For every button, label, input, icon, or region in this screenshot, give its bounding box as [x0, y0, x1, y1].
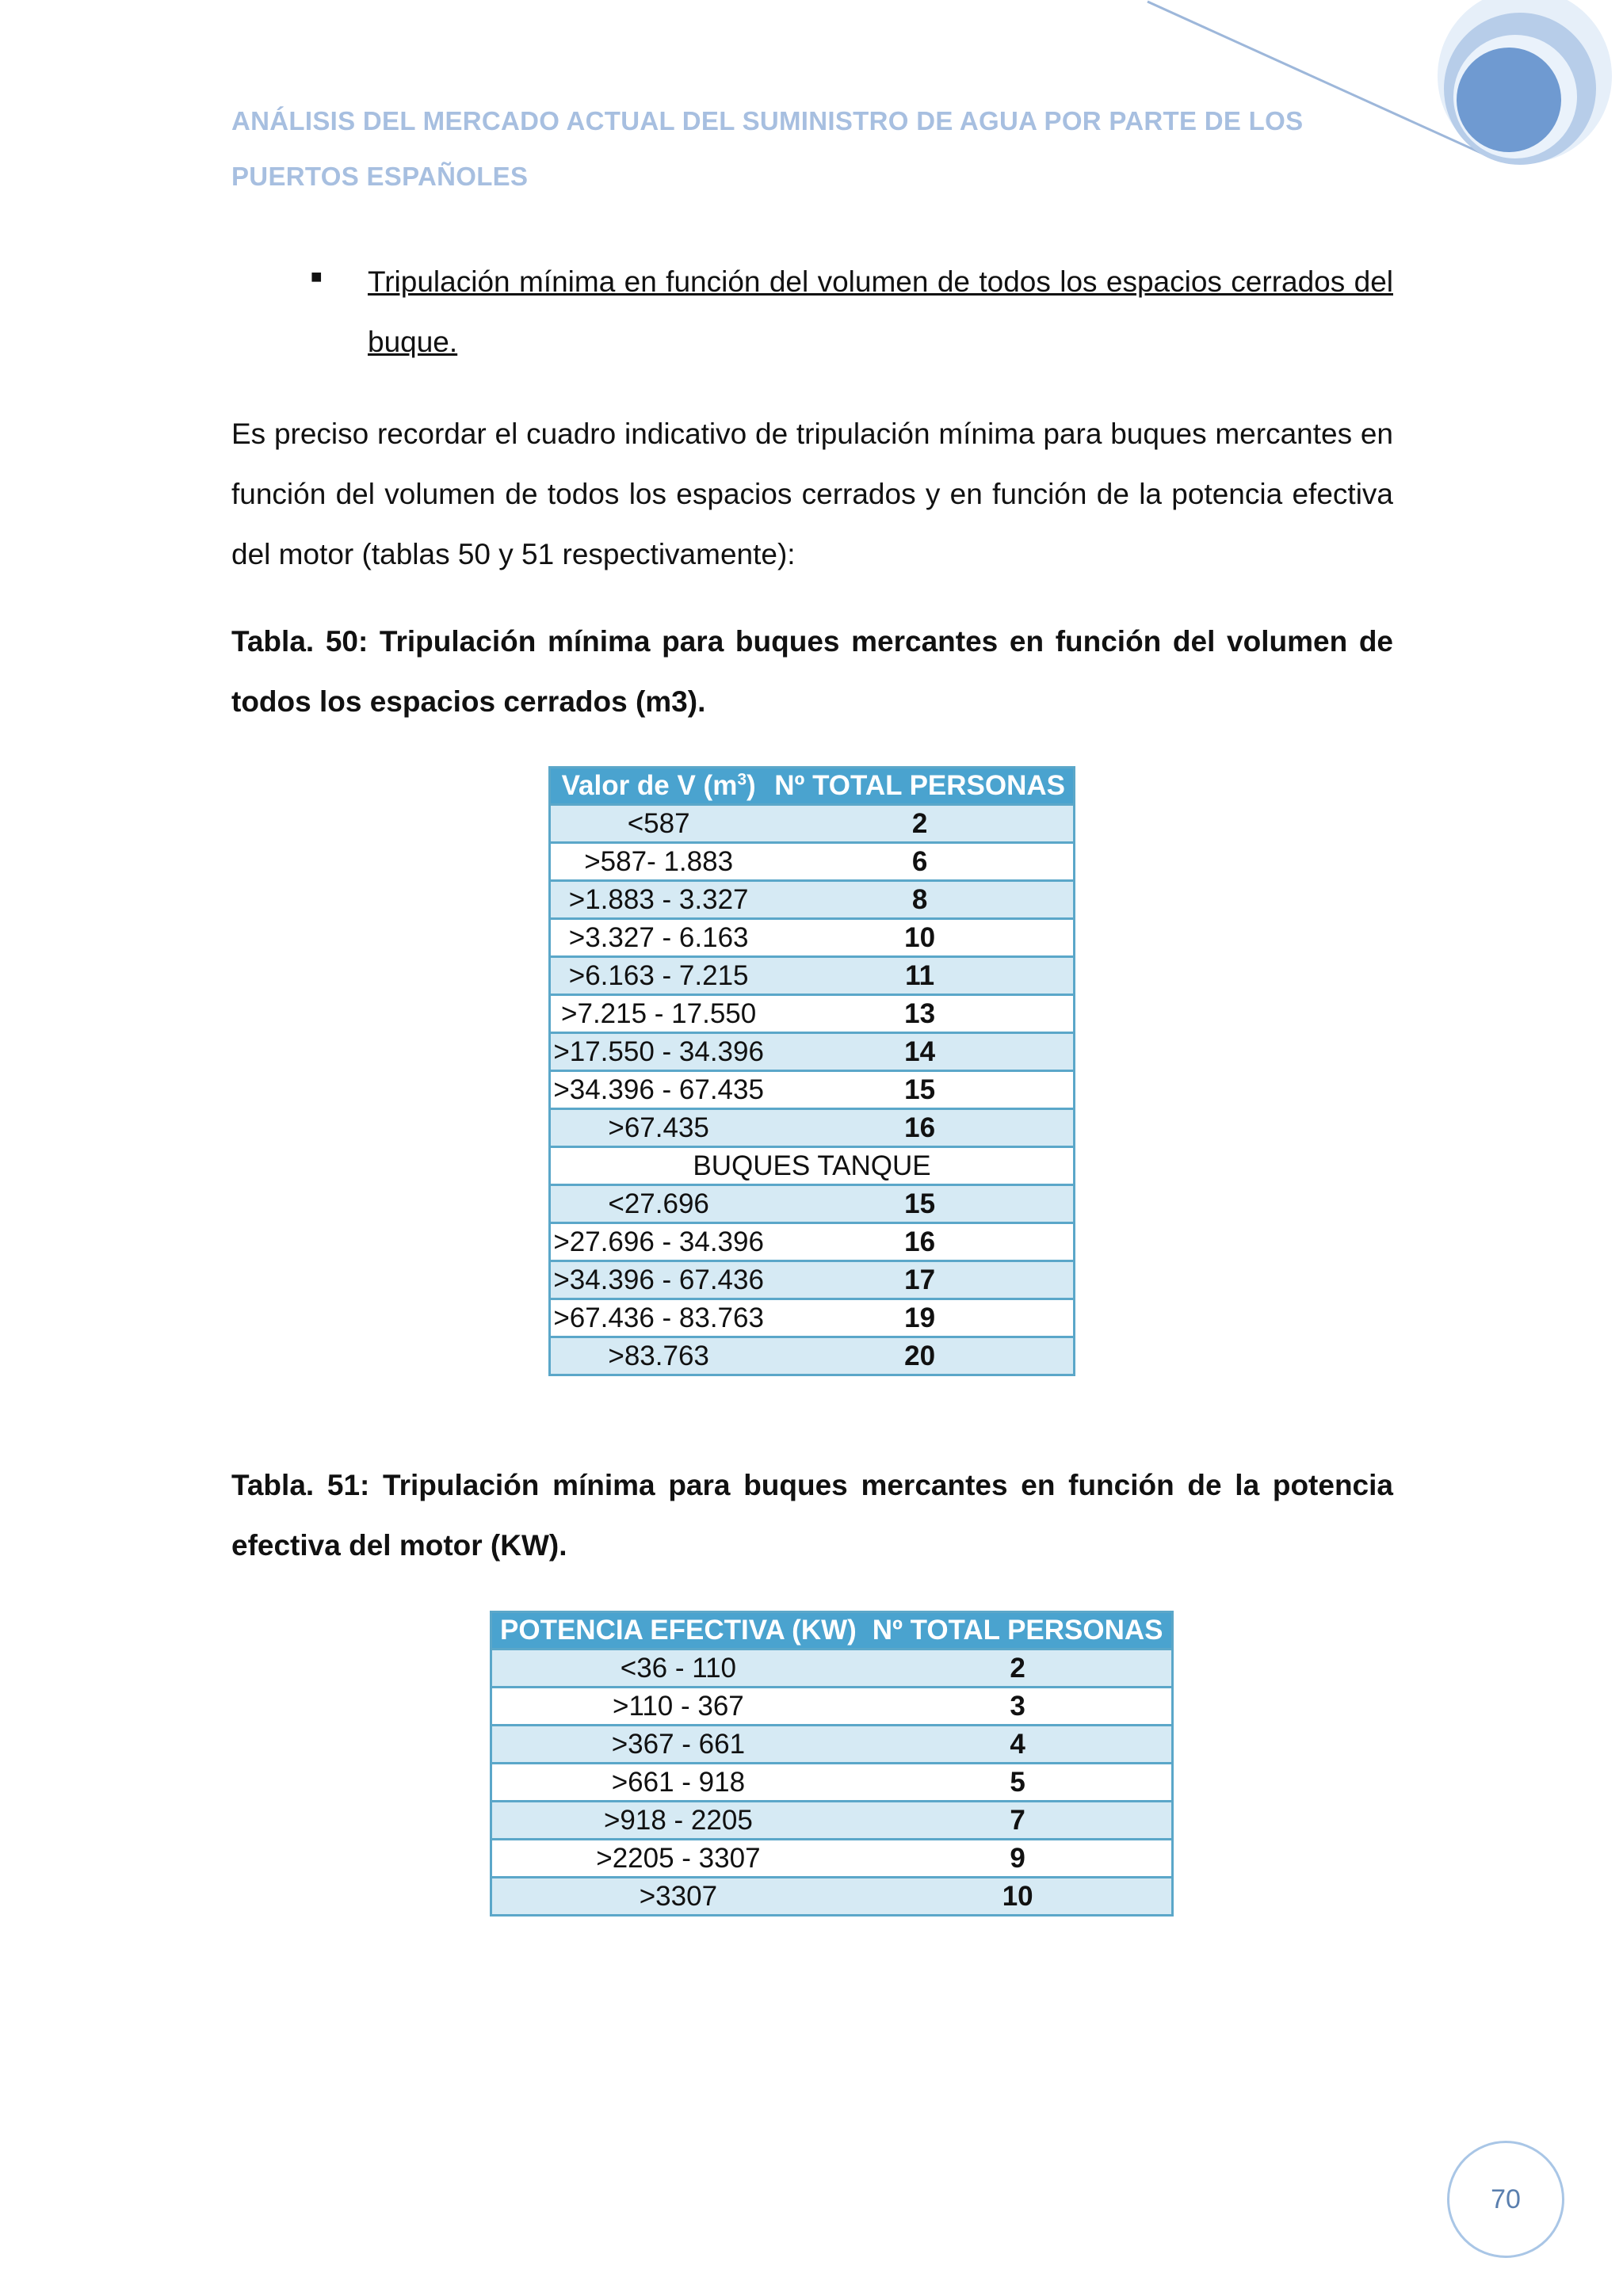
table-row: [550, 1071, 1075, 1109]
running-header: ANÁLISIS DEL MERCADO ACTUAL DEL SUMINISTRO DE AGUA POR PARTE DE LOS PUERTOS ESPAÑOLES: [231, 106, 1304, 191]
table-row: [550, 1033, 1075, 1071]
range-cell: >2205 - 3307: [491, 1840, 865, 1878]
persons-cell: 3: [865, 1688, 1172, 1726]
range-cell: >83.763: [550, 1337, 767, 1375]
range-cell: >67.435: [550, 1109, 767, 1147]
table-50-caption: Tabla. 50: Tripulación mínima para buques mercantes en función del volumen de todos los espacios cerrados (m3).: [231, 625, 1393, 718]
intro-paragraph: Es preciso recordar el cuadro indicativo de tripulación mínima para buques mercantes en función del volumen de todos los espacios cerrados y en función de la potencia efectiva del motor (tablas 50 y 51 respectivamente):: [231, 418, 1393, 570]
persons-cell: 9: [865, 1840, 1172, 1878]
persons-cell: 2: [766, 805, 1074, 843]
table-50-header-persons: Nº TOTAL PERSONAS: [766, 768, 1074, 805]
persons-cell: 16: [766, 1223, 1074, 1261]
range-cell: >110 - 367: [491, 1688, 865, 1726]
table-row: [491, 1764, 1173, 1802]
table-row: [550, 957, 1075, 995]
table-51-header-row: [491, 1612, 1173, 1650]
section-label: BUQUES TANQUE: [550, 1147, 1075, 1185]
persons-cell: 7: [865, 1802, 1172, 1840]
range-cell: >67.436 - 83.763: [550, 1299, 767, 1337]
persons-cell: 8: [766, 881, 1074, 919]
table-row: [550, 919, 1075, 957]
persons-cell: 11: [766, 957, 1074, 995]
table-51: [490, 1611, 1174, 1917]
range-cell: <587: [550, 805, 767, 843]
table-51-body: [491, 1650, 1173, 1916]
persons-cell: 4: [865, 1726, 1172, 1764]
table-row: [550, 995, 1075, 1033]
table-50-header-row: [550, 768, 1075, 805]
persons-cell: 10: [865, 1878, 1172, 1916]
table-row: [550, 1299, 1075, 1337]
range-cell: >7.215 - 17.550: [550, 995, 767, 1033]
table-51-caption: Tabla. 51: Tripulación mínima para buques mercantes en función de la potencia efectiva del motor (KW).: [231, 1469, 1393, 1562]
table-row: [550, 1109, 1075, 1147]
persons-cell: 15: [766, 1071, 1074, 1109]
range-cell: <36 - 110: [491, 1650, 865, 1688]
range-cell: <27.696: [550, 1185, 767, 1223]
table-row: [550, 843, 1075, 881]
persons-cell: 14: [766, 1033, 1074, 1071]
decorative-core-disc: [1457, 48, 1561, 152]
persons-cell: 17: [766, 1261, 1074, 1299]
range-cell: >6.163 - 7.215: [550, 957, 767, 995]
table-section-row: [550, 1147, 1075, 1185]
persons-cell: 15: [766, 1185, 1074, 1223]
range-cell: >918 - 2205: [491, 1802, 865, 1840]
table-row: [491, 1840, 1173, 1878]
table-50-body: [550, 805, 1075, 1375]
table-row: [491, 1802, 1173, 1840]
bullet-item: [301, 252, 1393, 372]
persons-cell: 10: [766, 919, 1074, 957]
table-row: [550, 805, 1075, 843]
range-cell: >27.696 - 34.396: [550, 1223, 767, 1261]
range-cell: >34.396 - 67.435: [550, 1071, 767, 1109]
persons-cell: 5: [865, 1764, 1172, 1802]
persons-cell: 2: [865, 1650, 1172, 1688]
table-51-header-power: POTENCIA EFECTIVA (KW): [491, 1612, 865, 1650]
persons-cell: 13: [766, 995, 1074, 1033]
table-50: [548, 766, 1075, 1376]
table-row: [491, 1726, 1173, 1764]
range-cell: >587- 1.883: [550, 843, 767, 881]
range-cell: >17.550 - 34.396: [550, 1033, 767, 1071]
range-cell: >3307: [491, 1878, 865, 1916]
persons-cell: 20: [766, 1337, 1074, 1375]
table-row: [550, 1185, 1075, 1223]
range-cell: >661 - 918: [491, 1764, 865, 1802]
range-cell: >367 - 661: [491, 1726, 865, 1764]
table-row: [491, 1878, 1173, 1916]
table-row: [550, 1223, 1075, 1261]
persons-cell: 19: [766, 1299, 1074, 1337]
persons-cell: 6: [766, 843, 1074, 881]
range-cell: >1.883 - 3.327: [550, 881, 767, 919]
table-row: [550, 1261, 1075, 1299]
bullet-heading: Tripulación mínima en función del volumen de todos los espacios cerrados del buque.: [368, 265, 1393, 358]
square-bullet-icon: ■: [311, 266, 323, 288]
page-number: 70: [1491, 2183, 1521, 2214]
table-row: [550, 1337, 1075, 1375]
table-51-header-persons: Nº TOTAL PERSONAS: [865, 1612, 1172, 1650]
persons-cell: 16: [766, 1109, 1074, 1147]
table-row: [491, 1688, 1173, 1726]
table-row: [491, 1650, 1173, 1688]
range-cell: >3.327 - 6.163: [550, 919, 767, 957]
range-cell: >34.396 - 67.436: [550, 1261, 767, 1299]
table-row: [550, 881, 1075, 919]
table-50-header-volume: Valor de V $(m^3)$: [550, 768, 767, 805]
page-number-badge: [1447, 2141, 1564, 2258]
